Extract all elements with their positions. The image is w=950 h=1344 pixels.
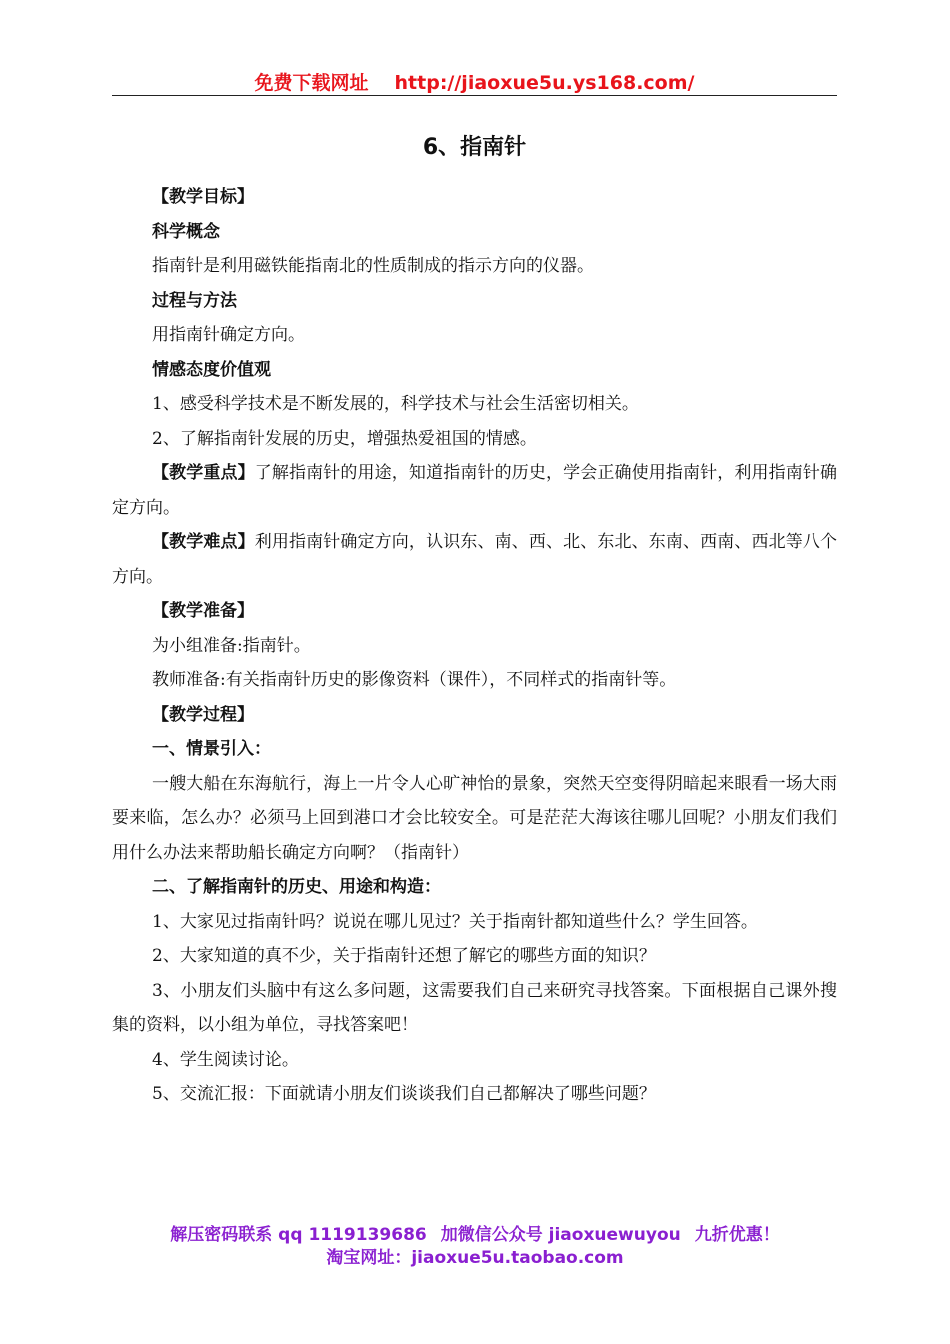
intro-heading: 一、情景引入：	[152, 739, 271, 759]
footer-taobao-line[interactable]	[0, 1243, 950, 1268]
header-label: 免费下载网址	[254, 72, 369, 94]
footer-password-contact: 解压密码联系 qq 1119139686	[170, 1225, 427, 1245]
footer-wechat-account: 加微信公众号 jiaoxuewuyou	[440, 1225, 681, 1245]
attitude-heading: 情感态度价值观	[152, 359, 271, 380]
footer-contact-line	[0, 1220, 950, 1245]
science-concept-text: 指南针是利用磁铁能指南北的性质制成的指示方向的仪器。	[152, 256, 594, 276]
intro-text: 一艘大船在东海航行，海上一片令人心旷神怡的景象，突然天空变得阴暗起来眼看一场大雨要来临，怎么办？必须马上回到港口才会比较安全。可是茫茫大海该往哪儿回呢？小朋友们我们用什么办法来帮助船长确定方向啊？（指南针）	[112, 773, 837, 863]
difficulty-label: 【教学难点】	[152, 532, 255, 552]
attitude-item-1: 1、感受科学技术是不断发展的，科学技术与社会生活密切相关。	[152, 394, 639, 414]
attitude-item-2: 2、了解指南针发展的历史，增强热爱祖国的情感。	[152, 428, 537, 449]
process-method-text: 用指南针确定方向。	[152, 325, 305, 345]
difficulty-paragraph	[112, 525, 837, 594]
key-point-label: 【教学重点】	[152, 463, 255, 483]
key-point-paragraph	[112, 456, 837, 525]
objectives-heading: 【教学目标】	[152, 187, 254, 207]
science-concept-heading: 科学概念	[152, 221, 220, 242]
history-heading: 二、了解指南针的历史、用途和构造：	[152, 877, 441, 897]
history-item-4: 4、学生阅读讨论。	[152, 1049, 299, 1070]
history-item-3: 3、小朋友们头脑中有这么多问题，这需要我们自己来研究寻找答案。下面根据自己课外搜集的资料，以小组为单位，寻找答案吧！	[112, 980, 837, 1035]
footer-discount: 九折优惠！	[694, 1225, 780, 1245]
process-method-heading: 过程与方法	[152, 290, 237, 311]
history-item-5: 5、交流汇报：下面就请小朋友们谈谈我们自己都解决了哪些问题？	[152, 1084, 656, 1104]
footer-taobao-link[interactable]: 淘宝网址：jiaoxue5u.taobao.com	[326, 1248, 624, 1268]
header-url-link[interactable]: http://jiaoxue5u.ys168.com/	[394, 72, 695, 94]
header-divider	[112, 95, 837, 96]
lesson-body	[112, 180, 837, 1112]
history-item-1: 1、大家见过指南针吗？说说在哪儿见过？关于指南针都知道些什么？学生回答。	[152, 911, 758, 932]
key-point-text: 了解指南针的用途，知道指南针的历史，学会正确使用指南针，利用指南针确定方向。	[112, 463, 838, 518]
preparation-heading: 【教学准备】	[152, 601, 254, 621]
download-header	[112, 68, 837, 94]
process-heading: 【教学过程】	[152, 704, 254, 725]
preparation-group: 为小组准备:指南针。	[152, 635, 311, 656]
history-item-2: 2、大家知道的真不少，关于指南针还想了解它的哪些方面的知识？	[152, 946, 656, 966]
difficulty-text: 利用指南针确定方向，认识东、南、西、北、东北、东南、西南、西北等八个方向。	[112, 532, 838, 587]
preparation-teacher: 教师准备:有关指南针历史的影像资料（课件），不同样式的指南针等。	[152, 670, 677, 690]
lesson-title: 6、指南针	[422, 135, 527, 160]
